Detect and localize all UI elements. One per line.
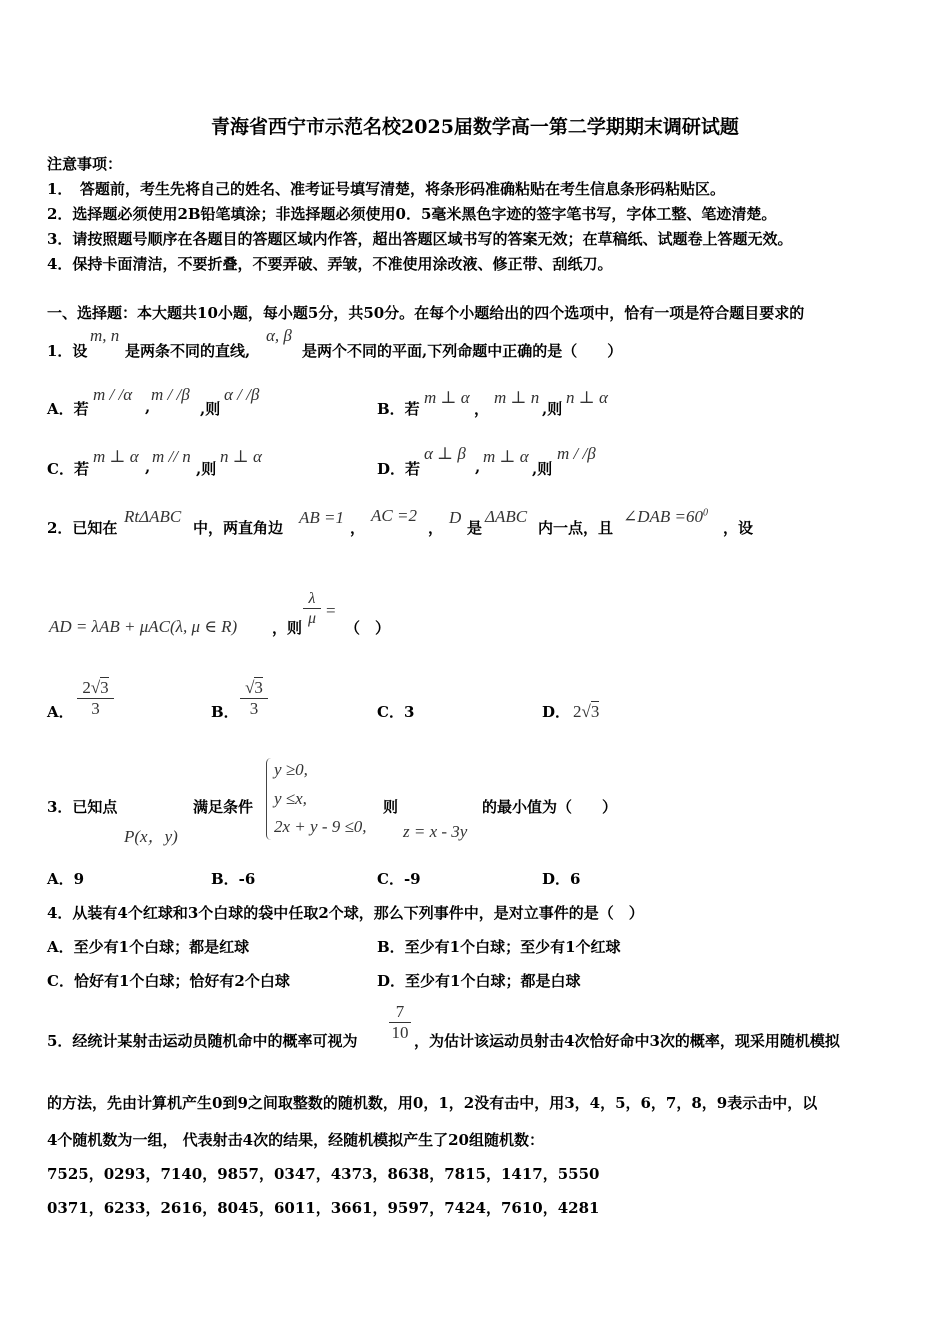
q2-math-rt: RtΔABC <box>124 507 182 526</box>
q2-fraction: λ μ <box>303 590 321 629</box>
q2-option-b-fraction: √3 3 <box>240 678 268 719</box>
q1-option-a-sep: , <box>145 398 151 416</box>
notice-item: 4．保持卡面清洁，不要折叠，不要弄破、弄皱，不准使用涂改液、修正带、刮纸刀。 <box>47 255 613 273</box>
q1-option-c-then: ,则 <box>196 460 217 478</box>
section-heading: 一、选择题：本大题共10小题，每小题5分，共50分。在每个小题给出的四个选项中，恰有一项是符合题目要求的 <box>47 304 805 322</box>
q3-math-objective: z = x - 3y <box>403 822 468 841</box>
q2-option-b-label: B． <box>211 703 239 721</box>
q1-option-a-label: A．若 <box>47 400 89 418</box>
q3-condition: 2x + y - 9 ≤0, <box>274 817 367 836</box>
notice-item: 3．请按照题号顺序在各题目的答题区域内作答，超出答题区域书写的答案无效；在草稿纸、试题卷上答题无效。 <box>47 230 793 248</box>
q1-option-b-math: n ⊥ α <box>566 388 608 407</box>
q4-option-d: D．至少有1个白球；都是白球 <box>377 972 581 990</box>
q4-stem: 4．从装有4个红球和3个白球的袋中任取2个球，那么下列事件中，是对立事件的是（ ） <box>47 904 644 922</box>
q2-text: 中，两直角边 <box>193 519 284 537</box>
q2-equals: = <box>326 601 336 620</box>
q1-option-b-then: ,则 <box>542 400 563 418</box>
q2-math-ab: AB =1 <box>299 508 344 527</box>
q2-math-ac: AC =2 <box>371 506 417 525</box>
q3-text: 则 <box>383 798 399 816</box>
q4-option-c: C．恰好有1个白球；恰好有2个白球 <box>47 972 290 990</box>
q5-text: 4个随机数为一组， 代表射击4次的结果，经随机模拟产生了20组随机数： <box>47 1131 544 1149</box>
q1-text: 是两个不同的平面,下列命题中正确的是（ ） <box>302 342 623 360</box>
q2-text: 是 <box>467 519 483 537</box>
q4-option-b: B．至少有1个白球；至少有1个红球 <box>377 938 621 956</box>
q2-paren: （ ） <box>345 619 391 637</box>
q1-number: 1．设 <box>47 342 88 360</box>
q2-option-c: C．3 <box>377 703 415 721</box>
q1-option-d-math: m ⊥ α <box>483 447 529 466</box>
q3-option-b: B．-6 <box>211 870 256 888</box>
q1-option-c-sep: , <box>145 458 151 476</box>
q5-text: ，为估计该运动员射击4次恰好命中3次的概率，现采用随机模拟 <box>414 1032 840 1050</box>
q2-text: ，则 <box>272 619 303 637</box>
q2-text: 内一点，且 <box>538 519 614 537</box>
q1-option-b-math: m ⊥ α <box>424 388 470 407</box>
notice-item: 1． 答题前，考生先将自己的姓名、准考证号填写清楚，将条形码准确粘贴在考生信息条形码粘贴区。 <box>47 180 725 198</box>
q2-text: ， <box>350 519 366 537</box>
q1-option-c-math: m // n <box>152 447 191 466</box>
q5-text: 的方法，先由计算机产生0到9之间取整数的随机数，用0，1，2没有击中，用3，4，5，6，7，8，9表示击中，以 <box>47 1094 818 1112</box>
q2-math-equation: AD = λAB + μAC(λ, μ ∈ R) <box>49 617 238 636</box>
q2-option-d-label: D． <box>542 703 571 721</box>
q1-option-d-math: m / /β <box>557 444 596 463</box>
q1-text: 是两条不同的直线, <box>125 342 251 360</box>
notice-item: 2．选择题必须使用2B铅笔填涂；非选择题必须使用0．5毫米黑色字迹的签字笔书写，字体工整、笔迹清楚。 <box>47 205 777 223</box>
q5-fraction: 7 10 <box>389 1002 411 1043</box>
q1-option-c-label: C．若 <box>47 460 89 478</box>
q1-option-c-math: n ⊥ α <box>220 447 262 466</box>
q3-condition: y ≤x, <box>274 789 307 808</box>
q2-option-a-label: A． <box>47 703 74 721</box>
q1-math-mn: m, n <box>90 326 120 345</box>
q3-option-a: A．9 <box>47 870 85 888</box>
q3-number: 3．已知点 <box>47 798 118 816</box>
q2-math-d: D <box>449 508 462 527</box>
page-title: 青海省西宁市示范名校2025届数学高一第二学期期末调研试题 <box>211 116 739 138</box>
q2-math-angle: ∠DAB $=60^0$ <box>623 507 709 526</box>
q5-text: 5．经统计某射击运动员随机命中的概率可视为 <box>47 1032 358 1050</box>
q3-text: 满足条件 <box>193 798 254 816</box>
q2-option-a-fraction: 2√3 3 <box>77 678 114 719</box>
q1-math-ab: α, β <box>266 326 292 345</box>
q1-option-b-sep: ， <box>474 400 490 418</box>
q1-option-a-math: m / /β <box>151 385 190 404</box>
q4-option-a: A．至少有1个白球；都是红球 <box>47 938 250 956</box>
q1-option-b-math: m ⊥ n <box>494 388 540 407</box>
q3-option-d: D．6 <box>542 870 581 888</box>
q3-condition: y ≥0, <box>274 760 308 779</box>
q1-option-d-math: α ⊥ β <box>424 444 466 463</box>
q2-math-tri: ΔABC <box>485 507 528 526</box>
q5-random-numbers: 7525，0293，7140，9857，0347，4373，8638，7815，1417，5550 <box>47 1165 600 1183</box>
q1-option-a-then: ,则 <box>200 400 221 418</box>
q3-brace <box>266 758 273 840</box>
q1-option-a-math: m / /α <box>93 385 133 404</box>
q2-option-d-math: 2√3 <box>573 702 600 721</box>
q3-math-point: P(x，y) <box>124 827 178 846</box>
q1-option-b-label: B．若 <box>377 400 420 418</box>
q2-number: 2．已知在 <box>47 519 118 537</box>
q1-option-c-math: m ⊥ α <box>93 447 139 466</box>
q1-option-d-then: ,则 <box>532 460 553 478</box>
q1-option-d-label: D．若 <box>377 460 421 478</box>
q2-text: ， <box>428 519 444 537</box>
q1-option-a-math: α / /β <box>224 385 260 404</box>
q3-text: 的最小值为（ ） <box>482 798 618 816</box>
q3-option-c: C．-9 <box>377 870 421 888</box>
q1-option-d-sep: , <box>475 458 481 476</box>
q5-random-numbers: 0371，6233，2616，8045，6011，3661，9597，7424，7610，4281 <box>47 1199 600 1217</box>
notice-heading: 注意事项： <box>47 155 123 173</box>
q2-text: ，设 <box>723 519 754 537</box>
